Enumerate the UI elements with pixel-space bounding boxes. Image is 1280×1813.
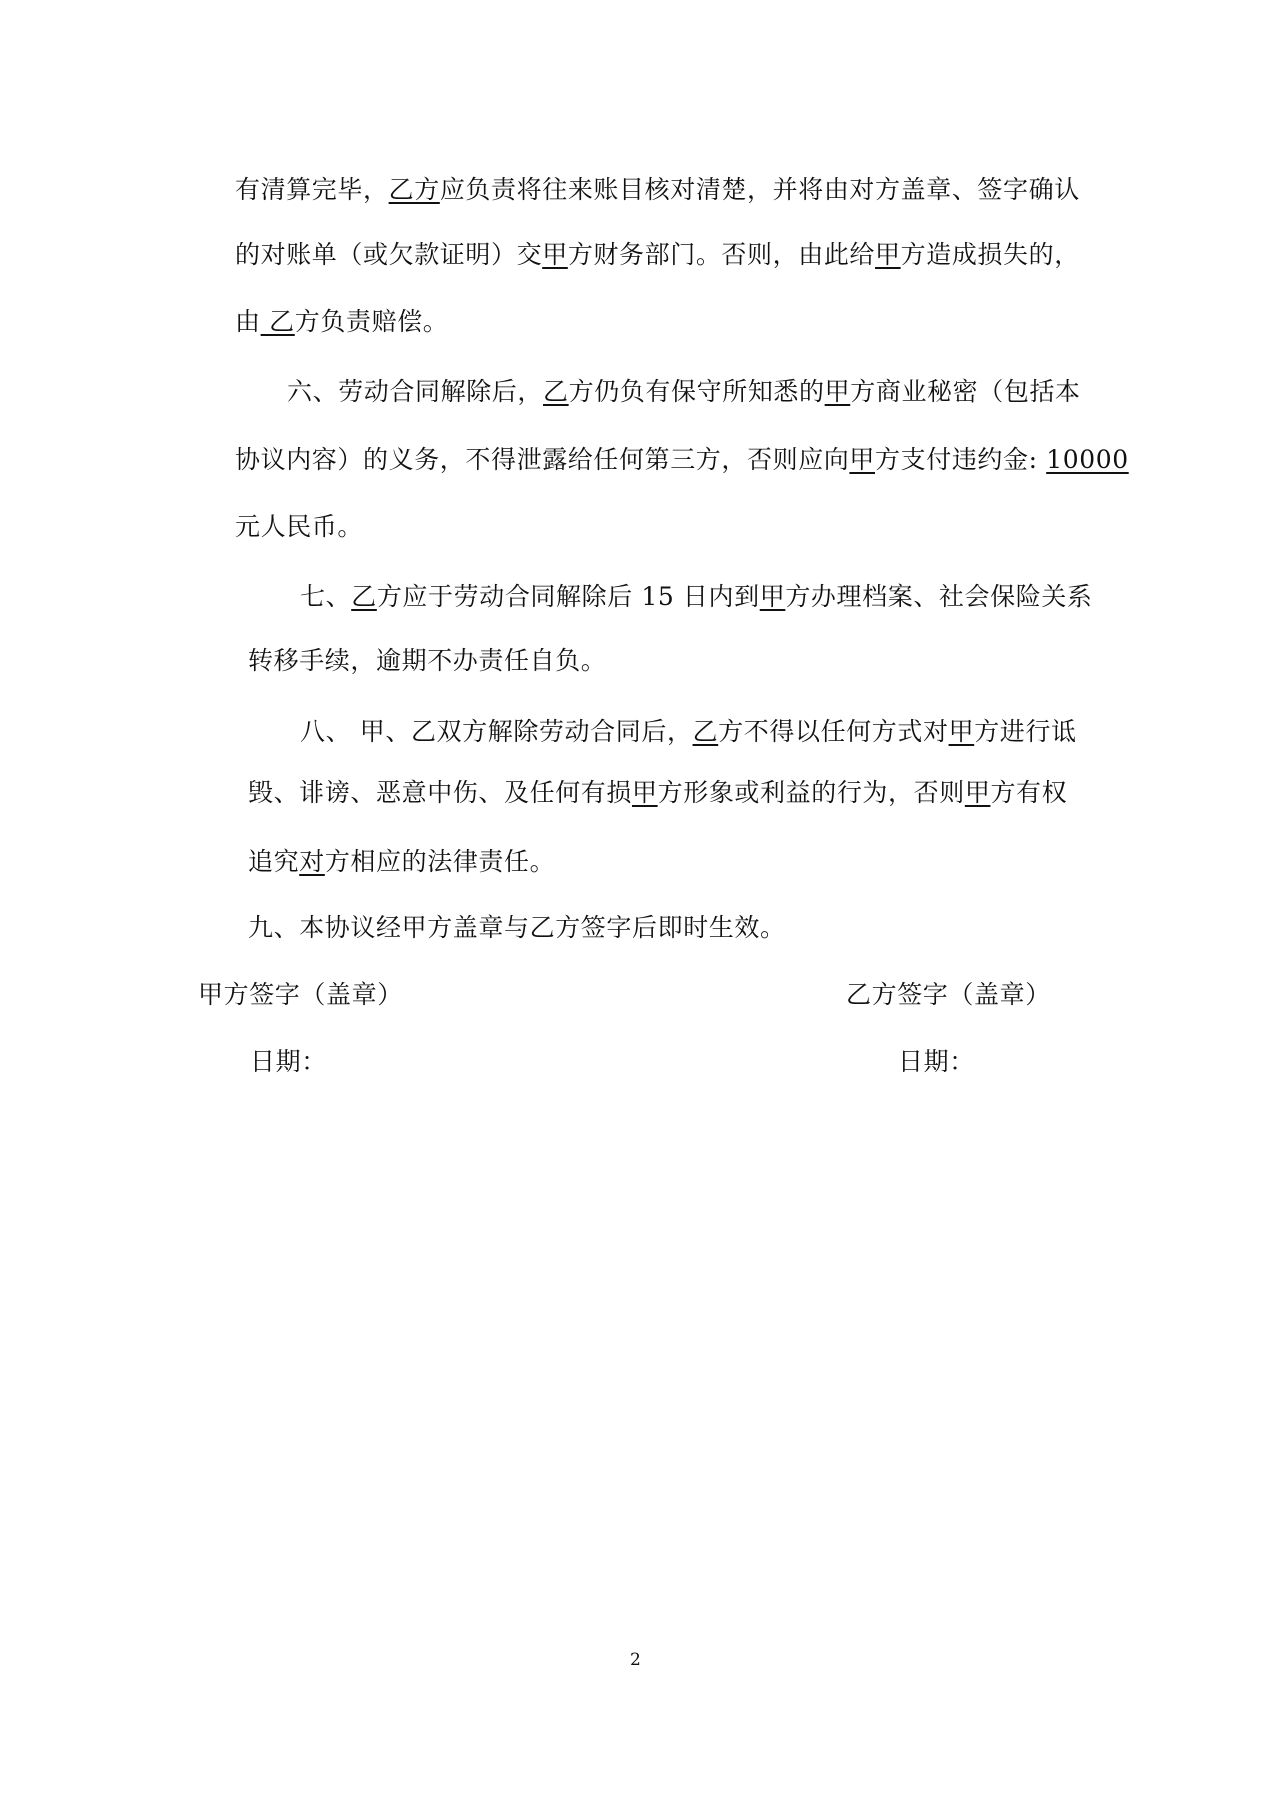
paragraph-line [300,717,1077,747]
paragraph-line [248,847,555,877]
paragraph-line [235,512,363,542]
text-segment: 方进行诋 [974,717,1077,746]
paragraph-line [287,377,1081,407]
party-a-signature-label: 甲方签字（盖章） [198,980,403,1009]
text-segment: 方办理档案、社会保险关系 [785,582,1093,611]
underlined-text: 甲 [759,582,786,611]
page-number: 2 [630,1650,641,1670]
paragraph-line [248,913,786,943]
text-segment: 协议内容）的义务，不得泄露给任何第三方，否则应向 [235,445,850,474]
text-segment: 追究 [248,847,300,876]
underlined-text: 甲 [542,240,568,269]
text-segment: 方负责赔偿。 [294,307,449,336]
text-segment: 方应于劳动合同解除后 15 日内到 [376,582,760,611]
text-segment: 元人民币。 [235,512,364,541]
underlined-text: 乙 [351,582,377,611]
paragraph-line [248,646,606,676]
paragraph-line [235,240,1080,270]
underlined-text: 甲 [849,445,876,474]
paragraph-line [235,307,448,337]
text-segment: 方造成损失的， [900,240,1080,269]
text-segment: 八、 甲、乙双方解除劳动合同后， [300,717,693,746]
party-b-signature-label: 乙方签字（盖章） [846,980,1051,1009]
text-segment: 的对账单（或欠款证明）交 [235,240,543,269]
underlined-text: 乙 [543,377,569,406]
text-segment: 七、 [300,582,352,611]
paragraph-line [300,582,1093,612]
party-b-date-label: 日期： [898,1047,975,1076]
text-segment: 方形象或利益的行为，否则 [657,778,965,807]
text-segment: 由 [235,307,261,336]
paragraph-line [235,175,1080,205]
underlined-text: 甲 [964,778,991,807]
text-segment: 应负责将往来账目核对清楚，并将由对方盖章、签字确认 [439,175,1080,204]
paragraph-line [235,445,1129,475]
text-segment: 方不得以任何方式对 [718,717,949,746]
paragraph-line [248,778,1067,808]
text-segment: 转移手续，逾期不办责任自负。 [248,646,607,675]
text-segment: 九、本协议经甲方盖章与乙方签字后即时生效。 [248,913,786,942]
underlined-text: 甲 [632,778,658,807]
underlined-text: 对 [299,847,325,876]
text-segment: 方财务部门。否则，由此给 [567,240,876,269]
text-segment: 方支付违约金: [875,445,1047,474]
underlined-text: 甲 [824,377,851,406]
underlined-text: 甲 [875,240,901,269]
text-segment: 方有权 [990,778,1068,807]
text-segment: 有清算完毕， [235,175,389,204]
party-a-date-label: 日期： [250,1047,327,1076]
underlined-text: 乙 [260,307,295,336]
text-segment: 方商业秘密（包括本 [850,377,1081,406]
text-segment: 方仍负有保守所知悉的 [568,377,825,406]
text-segment: 毁、诽谤、恶意中伤、及任何有损 [248,778,633,807]
underlined-text: 乙 [692,717,719,746]
text-segment: 方相应的法律责任。 [324,847,556,876]
underlined-text: 乙方 [388,175,440,204]
underlined-text: 10000 [1046,445,1129,474]
text-segment: 六、劳动合同解除后， [287,377,544,406]
underlined-text: 甲 [948,717,975,746]
